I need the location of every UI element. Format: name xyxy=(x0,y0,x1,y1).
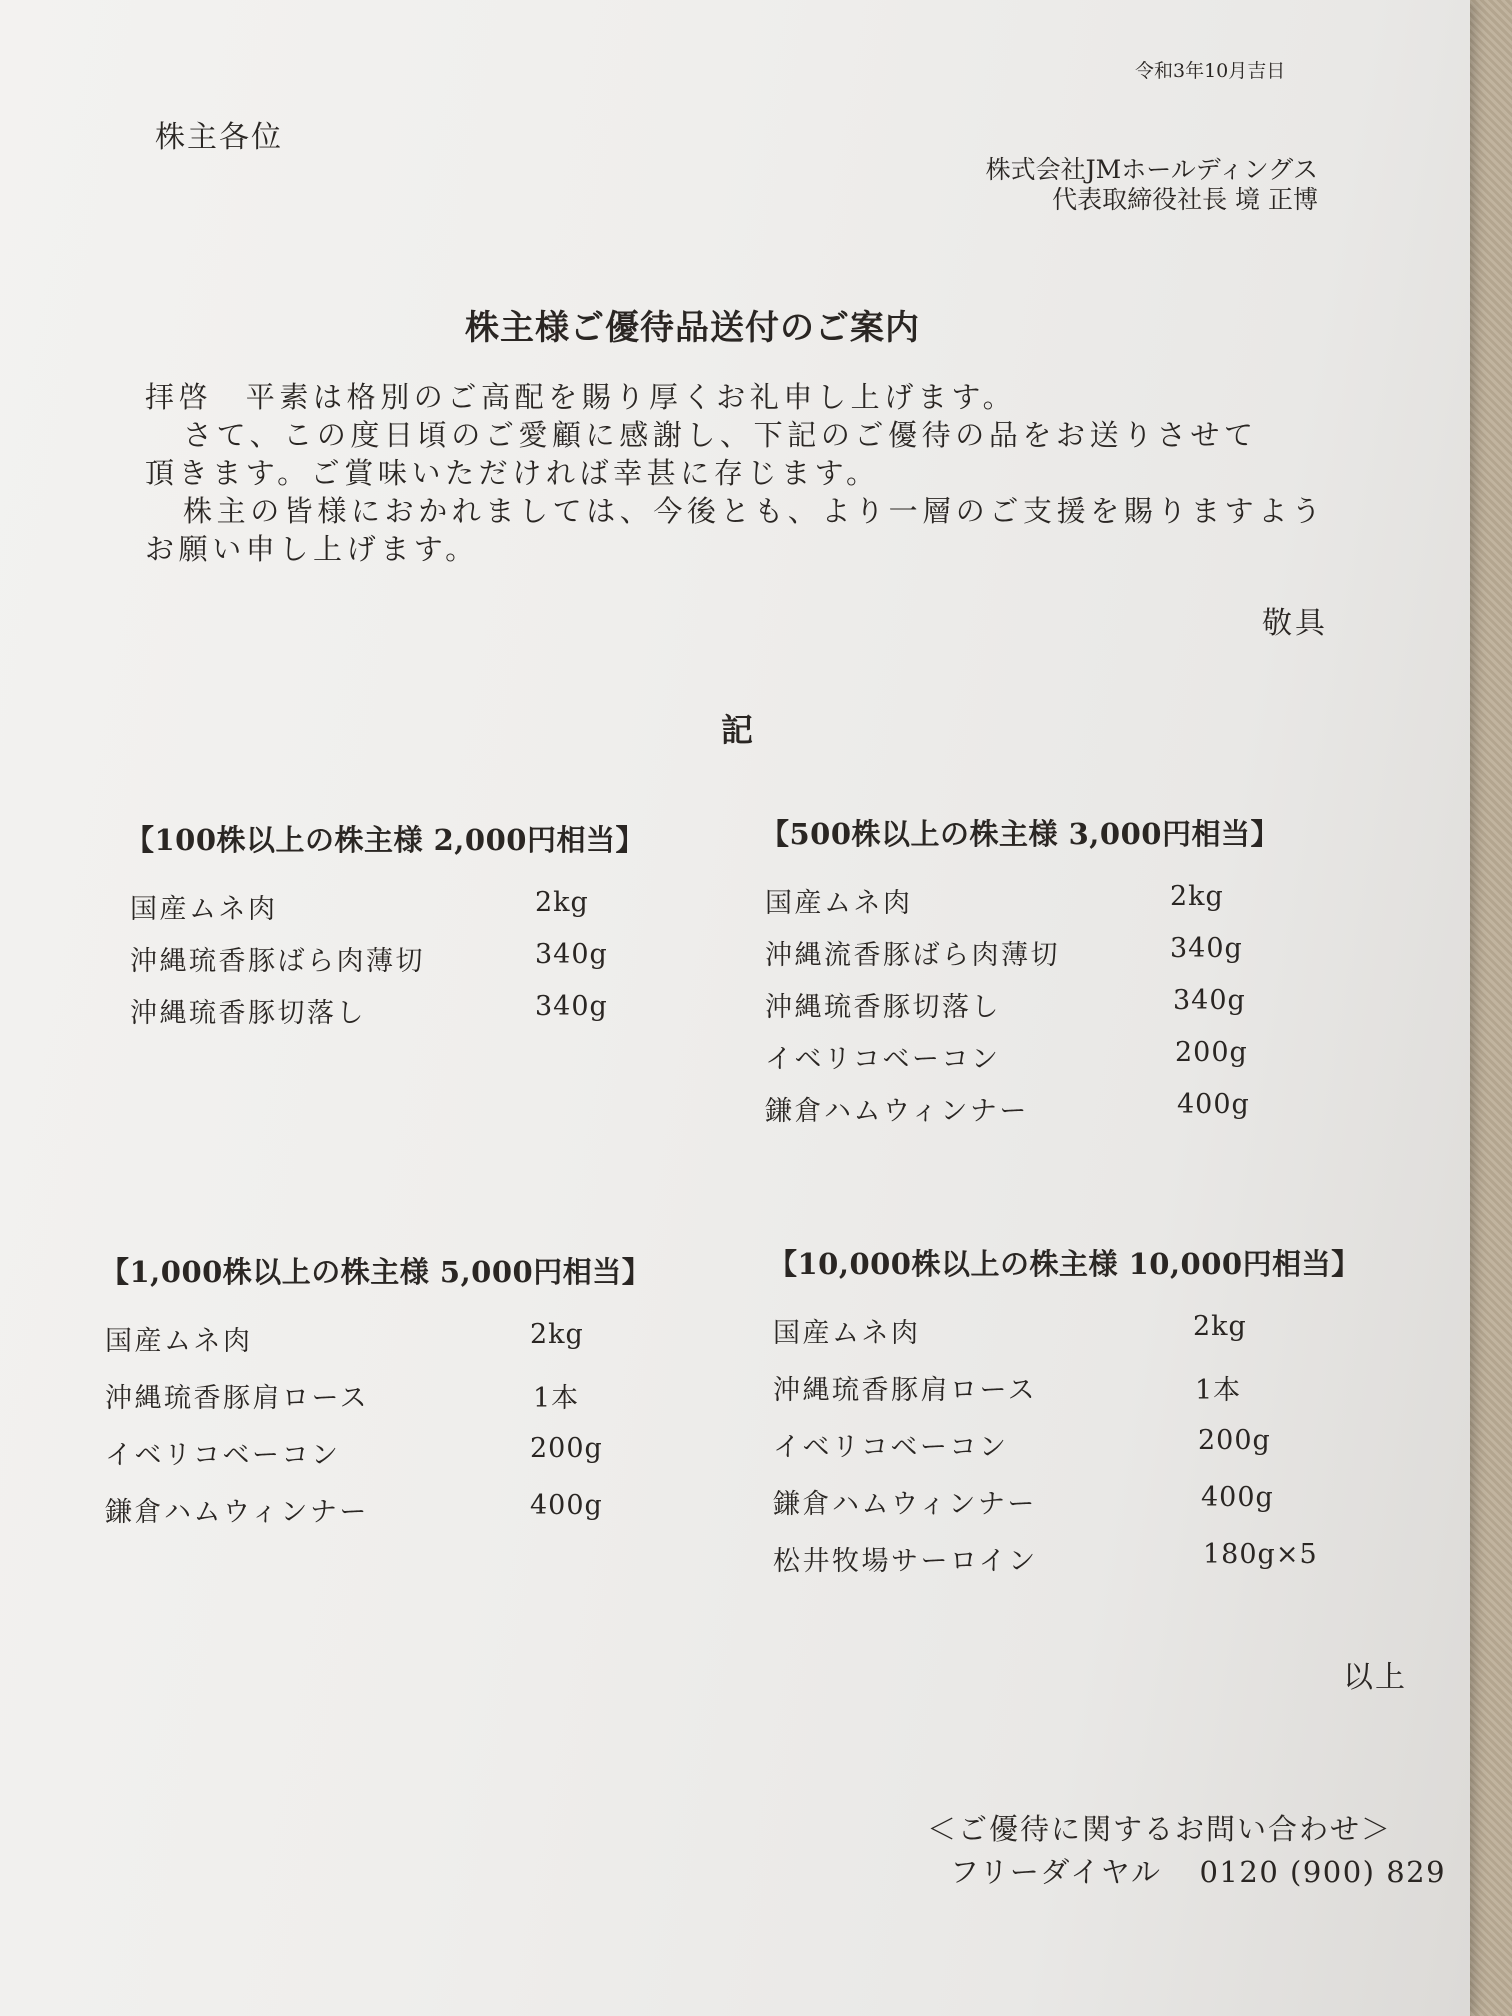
contact-label: ＜ご優待に関するお問い合わせ＞ xyxy=(927,1812,1393,1846)
item-name: イベリコベーコン xyxy=(773,1432,1009,1463)
item-quantity: 340g xyxy=(1170,933,1243,964)
list-item xyxy=(130,887,685,939)
item-quantity: 200g xyxy=(530,1433,603,1464)
item-quantity: 200g xyxy=(1198,1425,1271,1456)
tier-1000-section xyxy=(100,1250,660,1547)
tier-item-list xyxy=(773,1311,1368,1596)
list-item xyxy=(773,1482,1368,1539)
item-quantity: 1本 xyxy=(533,1383,580,1414)
item-name: 沖縄琉香豚肩ロース xyxy=(105,1383,370,1414)
freedial-label: フリーダイヤル xyxy=(950,1855,1162,1889)
item-name: 鎌倉ハムウィンナー xyxy=(105,1497,369,1528)
item-name: 国産ムネ肉 xyxy=(765,888,913,919)
item-quantity: 340g xyxy=(535,991,608,1022)
tier-heading: 【500株以上の株主様 3,000円相当】 xyxy=(760,817,1280,851)
item-quantity: 180g×5 xyxy=(1203,1539,1318,1570)
item-quantity: 400g xyxy=(1201,1482,1274,1513)
letter-body xyxy=(145,378,1345,568)
tier-100-section xyxy=(125,818,685,1043)
tier-item-list xyxy=(105,1319,660,1547)
item-quantity: 400g xyxy=(1177,1089,1250,1120)
closing-keigu: 敬具 xyxy=(1262,606,1328,641)
list-item xyxy=(130,939,685,991)
item-name: 沖縄流香豚ばら肉薄切 xyxy=(765,940,1060,971)
addressee: 株主各位 xyxy=(155,120,283,155)
item-name: イベリコベーコン xyxy=(765,1044,1001,1075)
list-item xyxy=(105,1319,660,1376)
item-quantity: 340g xyxy=(1173,985,1246,1016)
tier-10000-section xyxy=(768,1242,1368,1596)
tier-heading: 【1,000株以上の株主様 5,000円相当】 xyxy=(100,1255,652,1289)
list-item xyxy=(130,991,685,1043)
list-item xyxy=(765,933,1320,985)
item-quantity: 2kg xyxy=(535,887,589,918)
list-item xyxy=(773,1425,1368,1482)
tier-heading: 【100株以上の株主様 2,000円相当】 xyxy=(125,823,645,857)
item-name: 沖縄琉香豚ばら肉薄切 xyxy=(130,946,425,977)
list-item xyxy=(765,1089,1320,1141)
list-item xyxy=(105,1376,660,1433)
item-quantity: 2kg xyxy=(1193,1311,1247,1342)
item-quantity: 200g xyxy=(1175,1037,1248,1068)
phone-number: 0120 (900) 829 xyxy=(1199,1855,1447,1889)
item-name: 国産ムネ肉 xyxy=(105,1326,253,1357)
item-name: 沖縄琉香豚切落し xyxy=(765,992,1001,1023)
letter-title: 株主様ご優待品送付のご案内 xyxy=(465,308,920,348)
ki-heading: 記 xyxy=(721,711,754,749)
body-line: お願い申し上げます。 xyxy=(145,532,479,566)
list-item xyxy=(773,1368,1368,1425)
body-line: 拝啓 平素は格別のご高配を賜り厚くお礼申し上げます。 xyxy=(145,380,1017,414)
list-item xyxy=(105,1433,660,1490)
item-quantity: 2kg xyxy=(530,1319,584,1350)
body-line: 株主の皆様におかれましては、今後とも、より一層のご支援を賜りますよう xyxy=(183,494,1326,528)
tier-heading: 【10,000株以上の株主様 10,000円相当】 xyxy=(768,1247,1361,1281)
item-name: 国産ムネ肉 xyxy=(773,1318,921,1349)
sender-representative: 代表取締役社長 境 正博 xyxy=(1052,185,1318,214)
tier-item-list xyxy=(130,887,685,1043)
item-quantity: 340g xyxy=(535,939,608,970)
item-quantity: 1本 xyxy=(1195,1375,1242,1406)
list-item xyxy=(105,1490,660,1547)
item-quantity: 400g xyxy=(530,1490,603,1521)
item-name: 沖縄琉香豚切落し xyxy=(130,998,366,1029)
item-name: 国産ムネ肉 xyxy=(130,894,278,925)
item-name: 鎌倉ハムウィンナー xyxy=(773,1489,1037,1520)
list-item xyxy=(765,881,1320,933)
tier-500-section xyxy=(760,812,1320,1141)
item-name: 沖縄琉香豚肩ロース xyxy=(773,1375,1038,1406)
list-item xyxy=(773,1539,1368,1596)
letter-date: 令和3年10月吉日 xyxy=(1135,60,1286,82)
tier-item-list xyxy=(765,881,1320,1141)
item-name: 松井牧場サーロイン xyxy=(773,1546,1038,1577)
body-line: 頂きます。ご賞味いただければ幸甚に存じます。 xyxy=(145,456,880,490)
sender-company: 株式会社JMホールディングス xyxy=(985,155,1318,184)
list-item xyxy=(765,1037,1320,1089)
list-item xyxy=(773,1311,1368,1368)
body-line: さて、この度日頃のご愛顧に感謝し、下記のご優待の品をお送りさせて xyxy=(183,418,1258,452)
item-quantity: 2kg xyxy=(1170,881,1224,912)
item-name: イベリコベーコン xyxy=(105,1440,341,1471)
list-item xyxy=(765,985,1320,1037)
item-name: 鎌倉ハムウィンナー xyxy=(765,1096,1029,1127)
end-mark: 以上 xyxy=(1343,1660,1407,1695)
contact-line xyxy=(950,1850,1446,1891)
